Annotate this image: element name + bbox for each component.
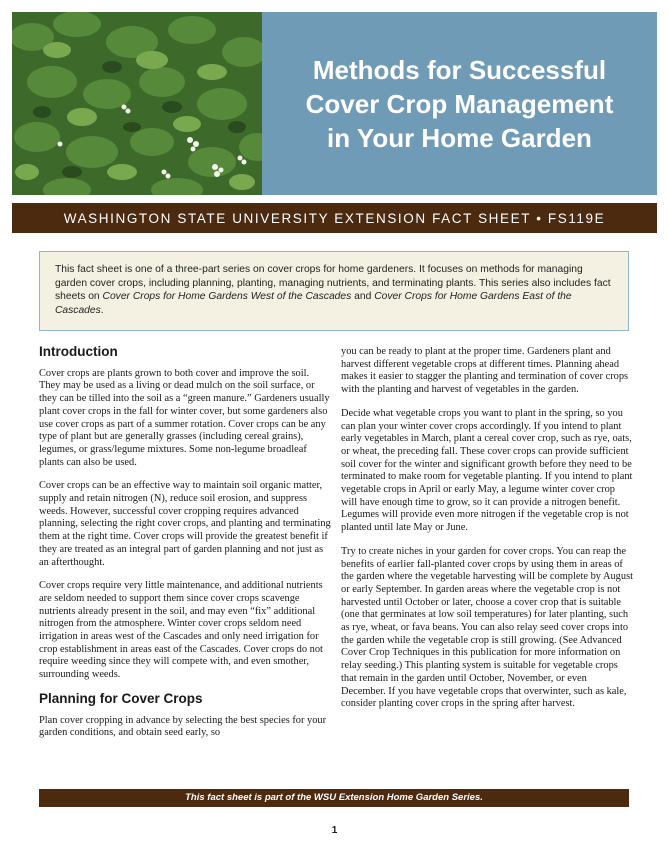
paragraph: Cover crops can be an effective way to maintain soil organic matter, supply and retain nitrogen (N), reduce soil erosion, and suppress weeds. However, successful cover cropping requires advanced planning, selecting the right cover crops, and planting and terminating them at the right time. Cover crops will provide the greatest benefit if they are treated as an integral part of garden planning and not just as an afterthought. bbox=[39, 480, 331, 568]
paragraph: you can be ready to plant at the proper time. Gardeners plant and harvest different vegetable crops at different times. Planning ahead makes it easier to stagger the planting and termination of cover crops with the planting and harvest of vegetables in the garden. bbox=[341, 346, 629, 396]
fact-sheet-banner bbox=[12, 203, 657, 233]
paragraph: Cover crops require very little maintenance, and additional nutrients are seldom needed to support them since cover crops scavenge nutrients already present in the soil, and may even “fix” additional nitrogen from the atmosphere. Winter cover crops seldom need irrigation in areas west of the Cascades and only need irrigation for crop establishment in areas east of the Cascades. Cover crops do not require weeding since they will compete with, and even smother, surrounding weeds. bbox=[39, 580, 323, 681]
paragraph: Decide what vegetable crops you want to plant in the spring, so you can plan your winter cover crops accordingly. If you intend to plant early vegetables in March, plant a cereal cover crop, such as rye, oats, or wheat, the preceding fall. These cover crops can provide sufficient soil cover for the winter and significant growth before they need to be terminated to make room for vegetable planting. If you intend to plant vegetable crops in April or early May, a legume winter cover crop will have enough time to grow, so it can provide a nitrogen benefit. Legumes will provide even more nitrogen if the vegetable crop is not planted until late May or June. bbox=[341, 407, 633, 534]
intro-title-east: Cover Crops for Home Gardens East of the Cascades bbox=[55, 291, 572, 316]
intro-title-west: Cover Crops for Home Gardens West of the Cascades bbox=[102, 291, 352, 303]
page-title bbox=[288, 53, 632, 155]
page-number: 1 bbox=[331, 825, 338, 836]
intro-text-part: and bbox=[351, 291, 375, 303]
section-heading-planning: Planning for Cover Crops bbox=[39, 690, 203, 706]
intro-text-part: . bbox=[100, 304, 104, 316]
title-line: in Your Home Garden bbox=[327, 122, 592, 153]
buckwheat-cover-crop-photo bbox=[12, 12, 263, 195]
paragraph: Try to create niches in your garden for cover crops. You can reap the benefits of earlier fall-planted cover crops by using them in areas of the garden where the vegetable harvesting will be complete by August or early September. In garden areas where the vegetable crop is not harvested until October or later, choose a cover crop that is suitable (one that germinates at low soil temperatures) for later planting, such as rye, wheat, or fava beans. You can also relay seed cover crops into the garden while the vegetable crop is still growing. (See Advanced Cover Crop Techniques in this publication for more information on relay seeding.) This planting system is suitable for vegetable crops that remain in the garden until October, November, or even December. If you have vegetable crops that overwinter, such as kale, consider planting cover crops in the spring after harvest. bbox=[341, 545, 633, 710]
paragraph: Plan cover cropping in advance by selecting the best species for your garden conditions, and obtain seed early, so bbox=[39, 714, 327, 739]
right-column bbox=[341, 346, 633, 722]
intro-text-part: This fact sheet is one of a three-part series on cover crops for home gardeners. It focuses on methods for managing garden cover crops, including planning, planting, managing nutrients, and terminating plants. This series also includes fact sheets on bbox=[55, 264, 611, 303]
title-line: Cover Crop Management bbox=[305, 88, 614, 119]
banner-text: WASHINGTON STATE UNIVERSITY EXTENSION FACT SHEET • FS119E bbox=[63, 210, 606, 226]
intro-text bbox=[55, 263, 614, 317]
title-panel bbox=[262, 12, 657, 195]
series-note-bar: This fact sheet is part of the WSU Extension Home Garden Series. bbox=[39, 789, 629, 807]
paragraph: Cover crops are plants grown to both cover and improve the soil. They may be used as a living or dead mulch on the soil surface, or they can be tilled into the soil as a “green manure.” Gardeners usually plant cover crops in the fall for winter cover, but some gardeners also use cover crops as part of a summer rotation. Cover crops can be any type of plant but are generally grasses (including cereal grains), legumes, or grass/legume mixtures. Some non-legume broadleaf plants can also be used. bbox=[39, 367, 330, 468]
section-heading-introduction: Introduction bbox=[39, 344, 118, 359]
intro-box bbox=[39, 251, 629, 331]
left-column bbox=[39, 346, 331, 751]
title-line: Methods for Successful bbox=[312, 54, 607, 85]
